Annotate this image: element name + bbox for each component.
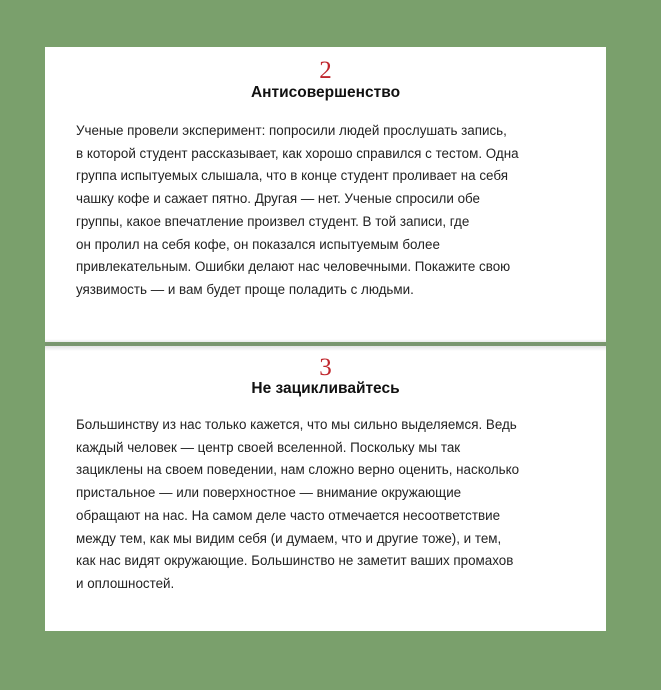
section-number: 2 xyxy=(319,57,332,84)
section-card-2 xyxy=(45,47,606,342)
body-line: он пролил на себя кофе, он показался испытуемым более xyxy=(76,236,440,252)
section-body xyxy=(76,120,586,302)
body-line: группа испытуемых слышала, что в конце студент проливает на себя xyxy=(76,168,508,184)
section-body xyxy=(76,414,586,596)
body-line: Ученые провели эксперимент: попросили людей прослушать запись, xyxy=(76,123,507,138)
body-line: Большинству из нас только кажется, что мы сильно выделяемся. Ведь xyxy=(76,417,517,432)
body-line: чашку кофе и сажает пятно. Другая — нет. Ученые спросили обе xyxy=(76,191,480,207)
body-line: привлекательным. Ошибки делают нас человечными. Покажите свою xyxy=(76,259,511,275)
body-line: каждый человек — центр своей вселенной. Поскольку мы так xyxy=(76,439,461,455)
body-line: между тем, как мы видим себя (и думаем, что и другие тоже), и тем, xyxy=(76,530,502,546)
section-title: Антисовершенство xyxy=(250,84,401,101)
body-line: пристальное — или поверхностное — внимание окружающие xyxy=(76,485,462,501)
body-line: уязвимость — и вам будет проще поладить с людьми. xyxy=(76,281,414,297)
section-number: 3 xyxy=(319,354,332,381)
body-line: группы, какое впечатление произвел студент. В той записи, где xyxy=(76,213,470,229)
body-line: обращают на нас. На самом деле часто отмечается несоответствие xyxy=(76,507,501,523)
section-title: Не зацикливайтесь xyxy=(251,380,400,397)
body-line: зациклены на своем поведении, нам сложно верно оценить, насколько xyxy=(76,462,520,478)
section-card-3 xyxy=(45,346,606,631)
body-line: как нас видят окружающие. Большинство не заметит ваших промахов xyxy=(76,553,514,569)
page-divider xyxy=(45,339,606,351)
body-line: в которой студент рассказывает, как хорошо справился с тестом. Одна xyxy=(76,145,519,161)
body-line: и оплошностей. xyxy=(76,575,175,591)
